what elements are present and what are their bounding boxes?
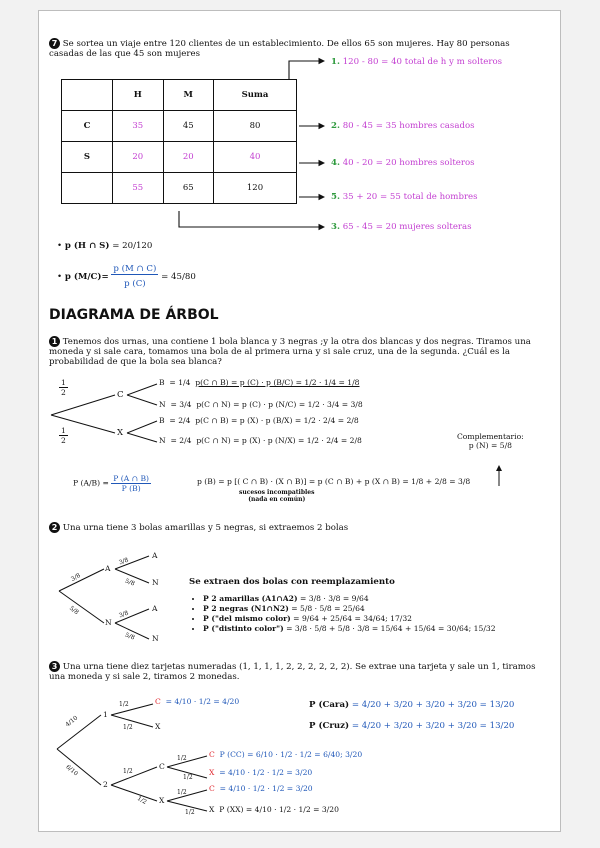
tree-half: 1/2: [123, 768, 133, 775]
problem-2-statement: 2 Una urna tiene 3 bolas amarillas y 5 negras, si extraemos 2 bolas: [49, 522, 348, 533]
note-2: 2. 80 - 45 = 35 hombres casados: [331, 121, 475, 131]
note-5: 5. 35 + 20 = 55 total de hombres: [331, 192, 478, 202]
tree-leaf-xc: C = 4/10 · 1/2 · 1/2 = 3/20: [209, 784, 313, 793]
tree-half: 1/2: [177, 789, 187, 796]
tree-half: 1/2: [185, 809, 195, 816]
list-item: • P 2 amarillas (A1∩A2) = 3/8 · 3/8 = 9/64: [203, 594, 496, 604]
tree-prob-aa: 3/8: [118, 556, 130, 567]
note-3: 3. 65 - 45 = 20 mujeres solteras: [331, 222, 472, 232]
p-b-formula: p (B) = p [( C ∩ B) · (X ∩ B)] = p (C ∩ B) + p (X ∩ B) = 1/8 + 2/8 = 3/8: [197, 477, 471, 486]
bullet-p-m-given-c: • p (M/C)= $\frac{p (M \cap C)}{p (C)}$ = 45/80: [57, 264, 196, 289]
tree-half: 1/2: [123, 724, 133, 731]
tree-leaf-c1: C = 4/10 · 1/2 = 4/20: [155, 697, 240, 706]
tree-node-a: A: [105, 564, 111, 573]
tree-prob-na: 3/8: [118, 609, 130, 620]
tree-half: 1/2: [135, 795, 148, 806]
table-cell: 20: [163, 142, 214, 173]
tree-node-c2: C: [159, 762, 165, 771]
tree-leaf-xx: X P (XX) = 4/10 · 1/2 · 1/2 = 3/20: [209, 805, 339, 814]
p-cara: P (Cara) = 4/20 + 3/20 + 3/20 + 3/20 = 13/20: [309, 700, 515, 710]
table-cell: 35: [113, 111, 164, 142]
problem-3-statement: 3 Una urna tiene diez tarjetas numeradas (1, 1, 1, 1, 2, 2, 2, 2, 2, 2). Se extrae una tarjeta y sale un 1, tiramos una moneda y si sale 2, tiramos 2 monedas.: [49, 662, 536, 682]
tree-half: 1/2: [119, 701, 129, 708]
fraction-half-bottom: $\frac{1}{2}$: [61, 426, 66, 445]
tree-node-c: C: [117, 390, 124, 400]
tree-line-3: B = 2/4 p(C ∩ B) = p (X) · p (B/X) = 1/2 · 2/4 = 2/8: [159, 416, 359, 425]
tree-prob-n: 5/8: [67, 604, 80, 617]
table-header-cell: M: [163, 80, 214, 111]
problem-1-statement: 1 Tenemos dos urnas, una contiene 1 bola blanca y 3 negras ;y la otra dos blancas y dos negras. Tiramos una moneda y si sale cara, tomamos una bola de al primera urna y si sale cruz, una de la segunda. ¿Cuál es la probabilidad de que la bola sea blanca?: [49, 337, 531, 367]
tree-leaf-nn: N: [152, 634, 159, 643]
fraction: $\frac{p (M \cap C)}{p (C)}$: [113, 264, 157, 289]
p-cruz: P (Cruz) = 4/20 + 3/20 + 3/20 + 3/20 = 13/20: [309, 721, 515, 731]
problem-2-subtitle: Se extraen dos bolas con reemplazamiento: [189, 577, 395, 587]
section-title: DIAGRAMA DE ÁRBOL: [49, 307, 219, 323]
problem-number-badge: 1: [49, 336, 60, 347]
incompatible-events-note: sucesos incompatibles (nada en común): [239, 489, 315, 503]
table-cell: 120: [214, 173, 297, 204]
tree-leaf-aa: A: [152, 551, 158, 560]
tree-leaf-na: A: [152, 604, 158, 613]
table-header-cell: H: [113, 80, 164, 111]
tree-prob-an: 5/8: [124, 577, 136, 588]
tree-leaf-cc: C P (CC) = 6/10 · 1/2 · 1/2 = 6/40; 3/20: [209, 750, 363, 759]
tree-half: 1/2: [177, 755, 187, 762]
tree-leaf-an: N: [152, 578, 159, 587]
problem-number-badge: 3: [49, 661, 60, 672]
table-cell: 55: [113, 173, 164, 204]
list-item: • P 2 negras (N1∩N2) = 5/8 · 5/8 = 25/64: [203, 604, 496, 614]
table-cell: 40: [214, 142, 297, 173]
table-cell: 80: [214, 111, 297, 142]
tree-prob-2: 6/10: [64, 763, 80, 778]
tree-prob-nn: 5/8: [124, 631, 136, 642]
complement-block: Complementario: p (N) = 5/8: [457, 432, 524, 450]
tree-prob-1: 4/10: [64, 714, 80, 729]
tree-node-1: 1: [103, 710, 108, 719]
tree-line-4: N = 2/4 p(C ∩ N) = p (X) · p (N/X) = 1/2 · 2/4 = 2/8: [159, 436, 362, 445]
fraction-half-top: $\frac{1}{2}$: [61, 378, 66, 397]
bullet-p-h-and-s: • p (H ∩ S) = 20/120: [57, 241, 153, 251]
table-row-label: C: [62, 111, 113, 142]
fraction: $\frac{P (A \cap B)}{P (B)}$: [113, 474, 149, 493]
tree-prob-a: 3/8: [69, 572, 82, 583]
worksheet-page: [38, 10, 561, 832]
tree-node-n: N: [105, 618, 112, 627]
table-row-label: S: [62, 142, 113, 173]
problem-number-badge: 2: [49, 522, 60, 533]
tree-leaf-cx: X = 4/10 · 1/2 · 1/2 = 3/20: [209, 768, 313, 777]
table-cell: 65: [163, 173, 214, 204]
tree-half: 1/2: [183, 774, 193, 781]
tree-leaf-x1: X: [155, 722, 161, 731]
tree-line-1: B = 1/4 p(C ∩ B) = p (C) · p (B/C) = 1/2 · 1/4 = 1/8: [159, 378, 360, 387]
tree-node-x2: X: [159, 796, 165, 805]
table-cell: 20: [113, 142, 164, 173]
tree-node-x: X: [117, 428, 124, 438]
note-4: 4. 40 - 20 = 20 hombres solteros: [331, 158, 475, 168]
table-header-cell: Suma: [214, 80, 297, 111]
table-cell: 45: [163, 111, 214, 142]
p-a-given-b: P (A/B) = $\frac{P (A \cap B)}{P (B)}$: [73, 474, 149, 493]
problem-number-badge: 7: [49, 38, 60, 49]
tree-line-2: N = 3/4 p(C ∩ N) = p (C) · p (N/C) = 1/2 · 3/4 = 3/8: [159, 400, 363, 409]
list-item: • P ("distinto color") = 3/8 · 5/8 + 5/8 · 3/8 = 15/64 + 15/64 = 30/64; 15/32: [203, 624, 496, 634]
note-1: 1. 120 - 80 = 40 total de h y m solteros: [331, 57, 503, 67]
tree-node-2: 2: [103, 780, 108, 789]
list-item: • P ("del mismo color) = 9/64 + 25/64 = 34/64; 17/32: [203, 614, 496, 624]
problem-7-statement: 7 Se sortea un viaje entre 120 clientes de un establecimiento. De ellos 65 son mujeres. Hay 80 personas casadas de las que 45 son mujeres: [49, 39, 510, 59]
